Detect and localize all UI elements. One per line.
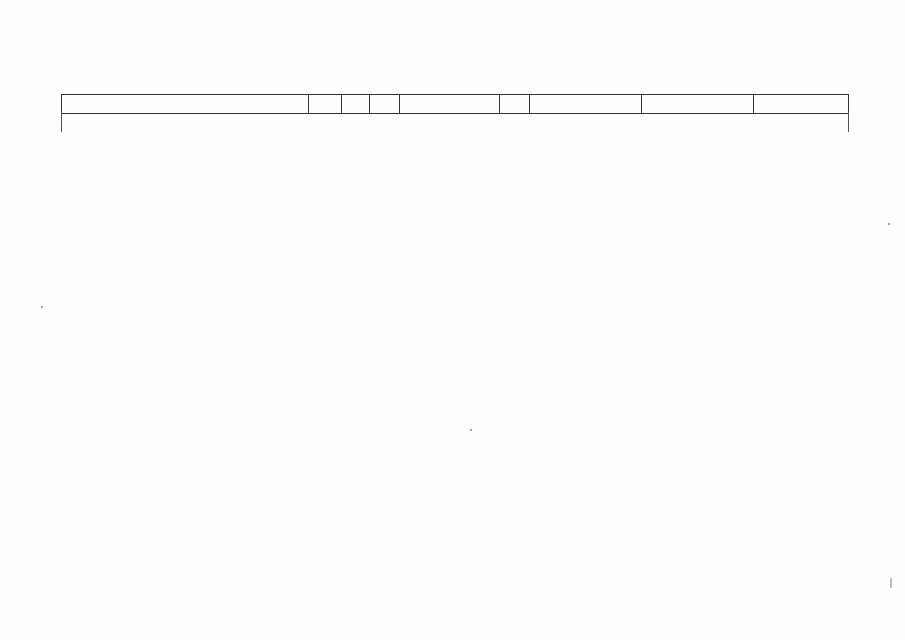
- header-edge-right: [848, 112, 849, 132]
- header-col-2: [308, 95, 341, 113]
- header-col-8: [641, 95, 753, 113]
- header-col-4: [369, 95, 399, 113]
- scan-speck: [470, 429, 472, 431]
- header-col-6: [499, 95, 529, 113]
- scan-speck: [890, 578, 892, 588]
- table-header: [61, 94, 849, 114]
- scan-speck: [888, 223, 890, 225]
- header-col-1: [61, 95, 308, 113]
- header-col-7: [529, 95, 641, 113]
- header-edge-left: [61, 112, 62, 132]
- header-col-5: [399, 95, 499, 113]
- header-col-3: [341, 95, 369, 113]
- header-col-9: [753, 95, 849, 113]
- scan-speck: [41, 306, 43, 308]
